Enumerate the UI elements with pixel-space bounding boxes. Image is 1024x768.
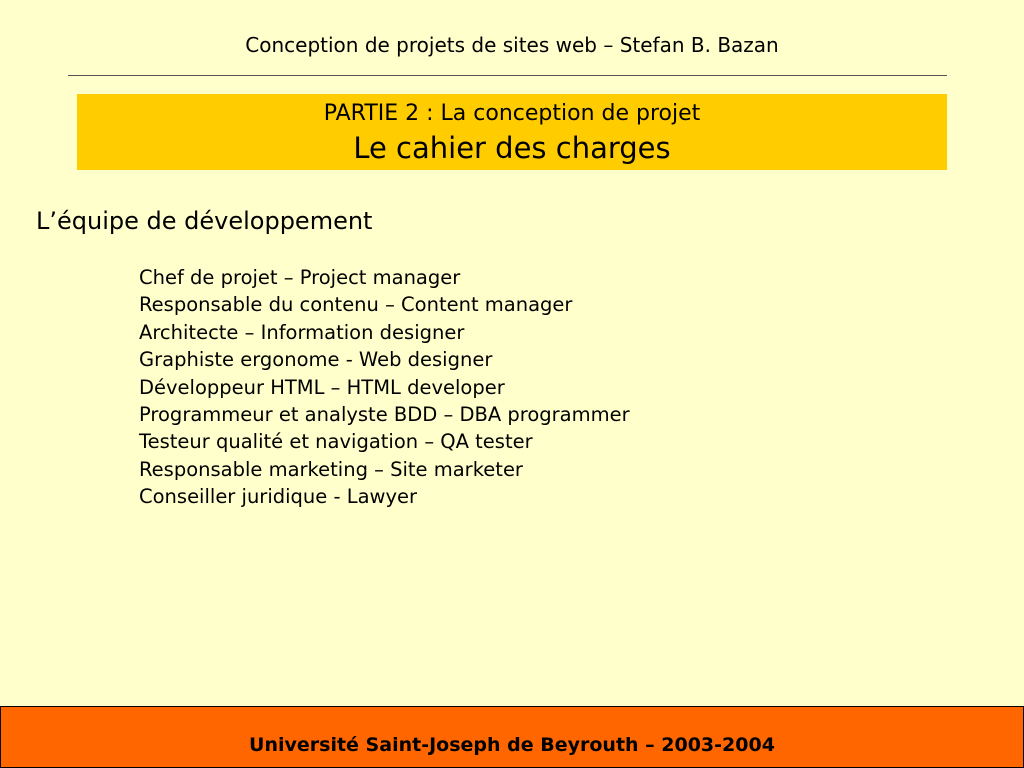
- header-divider: [68, 75, 947, 76]
- role-list: [139, 264, 630, 511]
- footer-bar: [0, 706, 1024, 768]
- role-item: Architecte – Information designer: [139, 320, 465, 344]
- slide-main-title: Le cahier des charges: [353, 131, 671, 165]
- slide-header: Conception de projets de sites web – Stefan B. Bazan: [245, 33, 779, 57]
- role-item: Responsable du contenu – Content manager: [139, 293, 573, 317]
- section-heading: L’équipe de développement: [36, 207, 373, 235]
- role-item: Testeur qualité et navigation – QA tester: [139, 430, 533, 454]
- title-box: [77, 94, 947, 170]
- role-item: Conseiller juridique - Lawyer: [139, 485, 418, 509]
- footer-text: Université Saint-Joseph de Beyrouth – 2003-2004: [249, 734, 775, 756]
- role-item: Développeur HTML – HTML developer: [139, 375, 505, 399]
- role-item: Graphiste ergonome - Web designer: [139, 348, 493, 372]
- role-item: Responsable marketing – Site marketer: [139, 457, 523, 481]
- role-item: Programmeur et analyste BDD – DBA programmer: [139, 403, 630, 427]
- slide-part-title: PARTIE 2 : La conception de projet: [323, 101, 701, 126]
- role-item: Chef de projet – Project manager: [139, 266, 461, 289]
